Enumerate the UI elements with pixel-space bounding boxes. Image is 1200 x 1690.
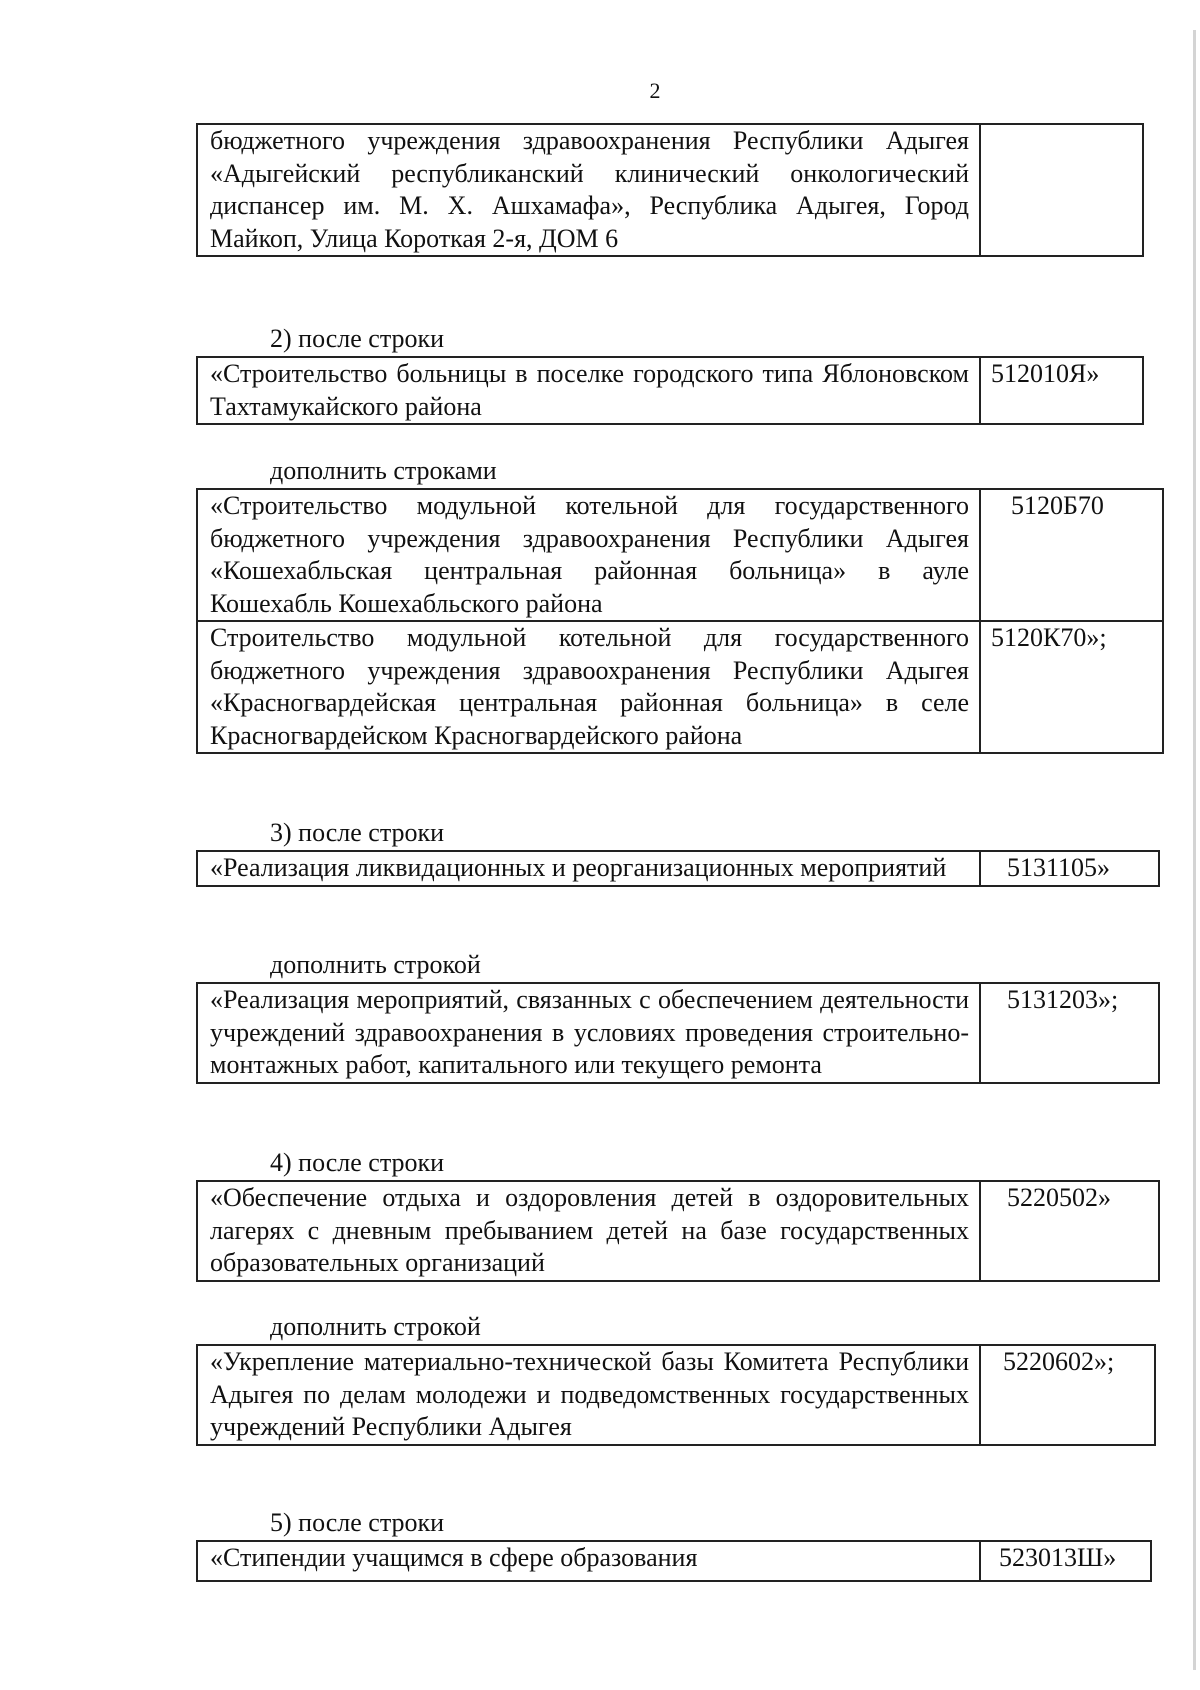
row-code: 512010Я»	[980, 357, 1143, 424]
row-description: «Реализация мероприятий, связанных с обеспечением деятельности учреждений здравоохранения в условиях проведения строительно-монтажных работ, капитального или текущего ремонта	[197, 983, 980, 1083]
row-description: «Укрепление материально-технической базы Комитета Республики Адыгея по делам молодежи и подведомственных государственных учреждений Республики Адыгея	[197, 1345, 980, 1445]
row-code	[980, 124, 1143, 256]
section-label: дополнить строками	[270, 456, 497, 485]
table-row	[197, 851, 1159, 886]
row-description: «Строительство модульной котельной для государственного бюджетного учреждения здравоохранения Республики Адыгея «Кошехабльская центральная районная больница» в ауле Кошехабль Кошехабльского района	[197, 489, 980, 621]
row-code: 5131105»	[980, 851, 1159, 886]
amendment-table	[196, 1180, 1160, 1282]
table-row	[197, 1541, 1151, 1581]
table-row	[197, 1345, 1155, 1445]
amendment-table	[196, 123, 1144, 257]
section-label: дополнить строкой	[270, 1312, 481, 1341]
amendment-table	[196, 1540, 1152, 1582]
row-description: «Обеспечение отдыха и оздоровления детей в оздоровительных лагерях с дневным пребыванием детей на базе государственных образовательных организаций	[197, 1181, 980, 1281]
amendment-table	[196, 1344, 1156, 1446]
row-code: 5131203»;	[980, 983, 1159, 1083]
table-row	[197, 621, 1163, 753]
table-row	[197, 124, 1143, 256]
scan-edge-line	[1193, 30, 1196, 1670]
row-code: 5220602»;	[980, 1345, 1155, 1445]
table-row	[197, 357, 1143, 424]
section-label: дополнить строкой	[270, 950, 481, 979]
amendment-table	[196, 356, 1144, 425]
row-code: 5120К70»;	[980, 621, 1163, 753]
row-description: «Стипендии учащимся в сфере образования	[197, 1541, 980, 1581]
amendment-table	[196, 488, 1164, 754]
row-code: 5220502»	[980, 1181, 1159, 1281]
row-code: 5120Б70	[980, 489, 1163, 621]
row-description: Строительство модульной котельной для государственного бюджетного учреждения здравоохранения Республики Адыгея «Красногвардейская центральная районная больница» в селе Красногвардейском Красногвардейского района	[197, 621, 980, 753]
amendment-table	[196, 850, 1160, 887]
amendment-table	[196, 982, 1160, 1084]
row-description: «Реализация ликвидационных и реорганизационных мероприятий	[197, 851, 980, 886]
section-label: 4) после строки	[270, 1148, 445, 1177]
table-row	[197, 489, 1163, 621]
row-description: «Строительство больницы в поселке городского типа Яблоновском Тахтамукайского района	[197, 357, 980, 424]
table-row	[197, 1181, 1159, 1281]
section-label: 3) после строки	[270, 818, 445, 847]
section-label: 5) после строки	[270, 1508, 445, 1537]
table-row	[197, 983, 1159, 1083]
page-number: 2	[649, 78, 661, 103]
row-description: бюджетного учреждения здравоохранения Республики Адыгея «Адыгейский республиканский клинический онкологический диспансер им. М. Х. Ашхамафа», Республика Адыгея, Город Майкоп, Улица Короткая 2-я, ДОМ 6	[197, 124, 980, 256]
row-code: 523013Ш»	[980, 1541, 1151, 1581]
section-label: 2) после строки	[270, 324, 445, 353]
